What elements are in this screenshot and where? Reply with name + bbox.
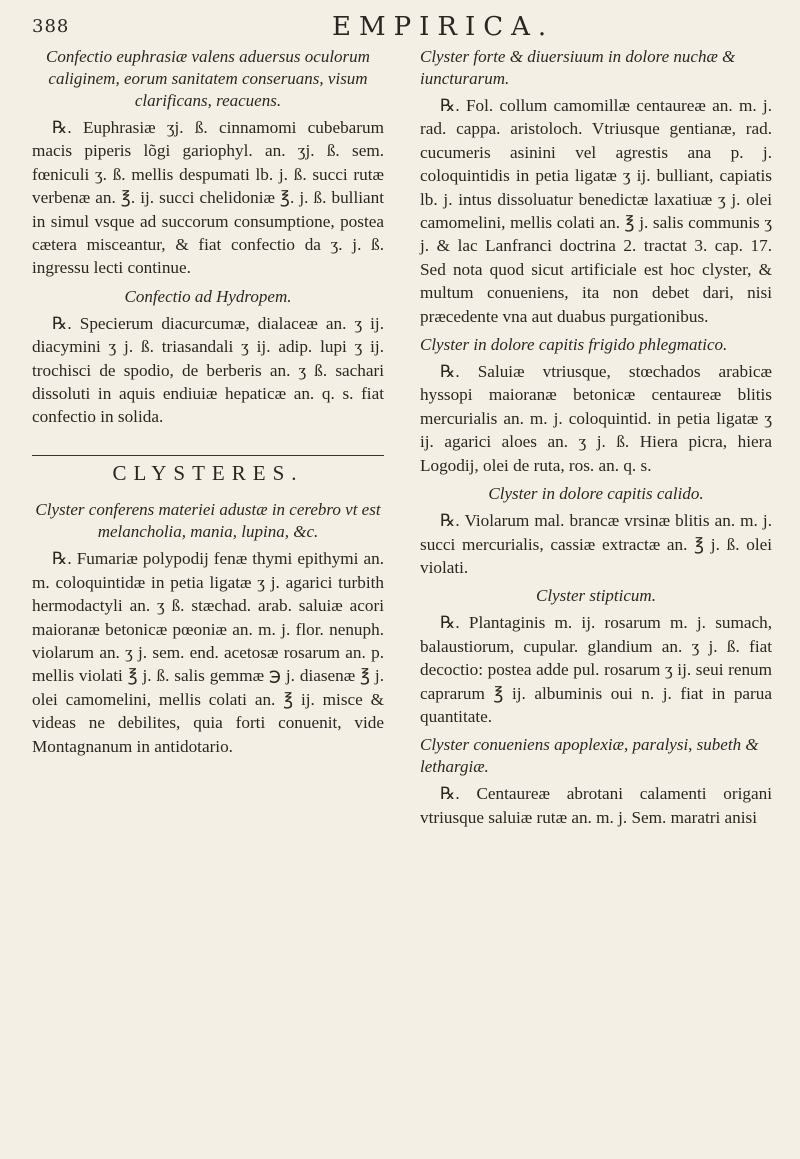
recipe-text: ℞. Specierum diacurcumæ, dialaceæ an. ʒ ij. diacymini ʒ j. ß. triasandali ʒ ij. adip. lupi ʒ ij. trochisci de spodio, de berberis an. ʒ ß. sachari dissoluti in aquis endiuiæ hepaticæ an. q. s. fiat confectio in solida.	[32, 313, 384, 427]
recipe-heading: Clyster in dolore capitis frigido phlegmatico.	[420, 335, 728, 355]
section-title: CLYSTERES.	[32, 455, 384, 485]
recipe-text: ℞. Fol. collum camomillæ centaureæ an. m. j. rad. cappa. aristoloch. Vtriusque gentianæ, rad. cucumeris asinini vel agrestis ana p. j. coloquintidis in petia ligatæ ʒ ij. bulliant, capiatis lb. j. intus dissoluatur benedictæ laxatiuæ ʒ j. olei camomelini, mellis colati an. ℥ j. salis communis ʒ j. & lac Lanfranci doctrina 2. tractat 3. cap. 17. Sed nota quod sicut artificiale est hoc clyster, & multum conueniens, ita non debet dari, nisi præcedente vna aut duabus purgationibus.	[420, 96, 772, 326]
page-number: 388	[32, 16, 70, 37]
recipe-text: ℞. Euphrasiæ ʒj. ß. cinnamomi cubebarum macis piperis lõgi gariophyl. an. ʒj. ß. sem. fœniculi ʒ. ß. mellis despumati lb. j. ß. succi rutæ verbenæ an. ℥. ij. succi chelidoniæ ℥. j. ß. bulliant in simul vsque ad succorum consumptione, postea cætera misceantur, & fiat confectio da ʒ. j. ß. ingressu lecti continue.	[32, 118, 384, 278]
left-column	[32, 46, 384, 764]
recipe-heading: Clyster stipticum.	[536, 586, 656, 606]
recipe-text: ℞. Saluiæ vtriusque, stœchados arabicæ hyssopi maioranæ betonicæ centaureæ blitis mercurialis an. m. j. coloquintid. in petia ligatæ ʒ ij. agarici aloes an. ʒ j. ß. Hiera picra, hiera Logodij, olei de ruta, ros. an. q. s.	[420, 362, 772, 475]
recipe-heading: Clyster conueniens apoplexiæ, paralysi, subeth & lethargiæ.	[420, 735, 759, 777]
recipe-heading: Clyster forte & diuersiuum in dolore nuchæ & iuncturarum.	[420, 47, 736, 88]
running-title: EMPIRICA.	[332, 12, 555, 42]
recipe-heading: Clyster conferens materiei adustæ in cerebro vt est melancholia, mania, lupina, &c.	[35, 500, 381, 542]
recipe-heading: Confectio euphrasiæ valens aduersus oculorum caliginem, eorum sanitatem conseruans, visum clarificans, reacuens.	[46, 47, 370, 110]
right-column	[420, 46, 772, 835]
recipe-text: ℞. Fumariæ polypodij fenæ thymi epithymi an. m. coloquintidæ in petia ligatæ ʒ j. agarici turbith hermodactyli an. ʒ ß. stæchad. arab. saluiæ acori maioranæ betonicæ pœoniæ an. m. j. flor. nenuph. violarum an. ʒ j. sem. end. acetosæ rosarum an. p. mellis violati ℥ j. ß. salis gemmæ ℈ j. diasenæ ℥ j. olei camomelini, mellis colati an. ℥ ij. misce & videas ne debilites, quia forti conuenit, vide Montagnanum in antidotario.	[32, 549, 384, 756]
recipe-heading: Clyster in dolore capitis calido.	[488, 484, 704, 504]
recipe-text: ℞. Centaureæ abrotani calamenti origani vtriusque saluiæ rutæ an. m. j. Sem. maratri anisi	[420, 784, 772, 827]
recipe-heading: Confectio ad Hydropem.	[124, 286, 292, 306]
page-header	[32, 12, 770, 46]
recipe-text: ℞. Plantaginis m. ij. rosarum m. j. sumach, balaustiorum, cupular. glandium an. ʒ j. ß. fiat decoctio: postea adde pul. rosarum ʒ ij. seui renum caprarum ℥ ij. albuminis oui n. j. fiat in parua quantitate.	[420, 613, 772, 726]
recipe-text: ℞. Violarum mal. brancæ vrsinæ blitis an. m. j. succi mercurialis, cassiæ extractæ an. ℥ j. ß. olei violati.	[420, 511, 772, 577]
